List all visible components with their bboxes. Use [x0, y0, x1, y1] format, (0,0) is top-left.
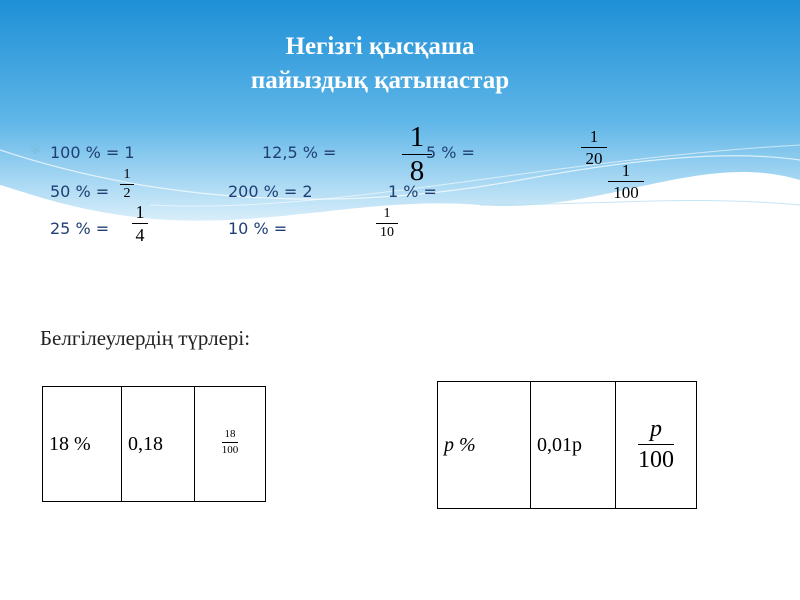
percent-50: 50 % =	[50, 182, 110, 201]
page-title	[0, 30, 760, 98]
fraction-quarter: 1 4	[132, 203, 148, 244]
title-line-2: пайыздық қатынастар	[250, 67, 510, 94]
percent-25: 25 % =	[50, 219, 110, 238]
bullet-icon: ✻	[30, 143, 41, 158]
percent-10: 10 % =	[228, 219, 288, 238]
fraction-one-hundredth: 1 100	[608, 162, 644, 201]
fraction-18-100: $\frac{18}{100}$	[221, 428, 239, 456]
fraction-tenth: 1 10	[376, 207, 398, 240]
table-cell-decimal: 0,01p	[531, 382, 616, 509]
table-cell-percent: 18 %	[43, 387, 122, 502]
percent-5: 5 % =	[426, 143, 475, 162]
fraction-half: 1 2	[120, 168, 134, 201]
percent-100: 100 % = 1	[50, 143, 135, 162]
notation-table-18	[42, 386, 266, 502]
fraction-p-100: $\frac{p}{100}$	[638, 416, 674, 473]
fraction-one-twentieth: 1 20	[581, 128, 607, 167]
table-cell-percent: p %	[438, 382, 531, 509]
table-cell-fraction	[195, 387, 266, 502]
table-cell-fraction	[616, 382, 697, 509]
percent-12-5: 12,5 % =	[262, 143, 337, 162]
fraction-one-eighth: 1 8	[402, 123, 432, 186]
percent-1: 1 % =	[388, 182, 437, 201]
table-cell-decimal: 0,18	[122, 387, 195, 502]
notation-types-heading: Белгілеулердің түрлері:	[40, 326, 251, 350]
notation-table-p	[437, 381, 697, 509]
percent-200: 200 % = 2	[228, 182, 313, 201]
title-line-1: Негізгі қысқаша	[285, 33, 475, 60]
